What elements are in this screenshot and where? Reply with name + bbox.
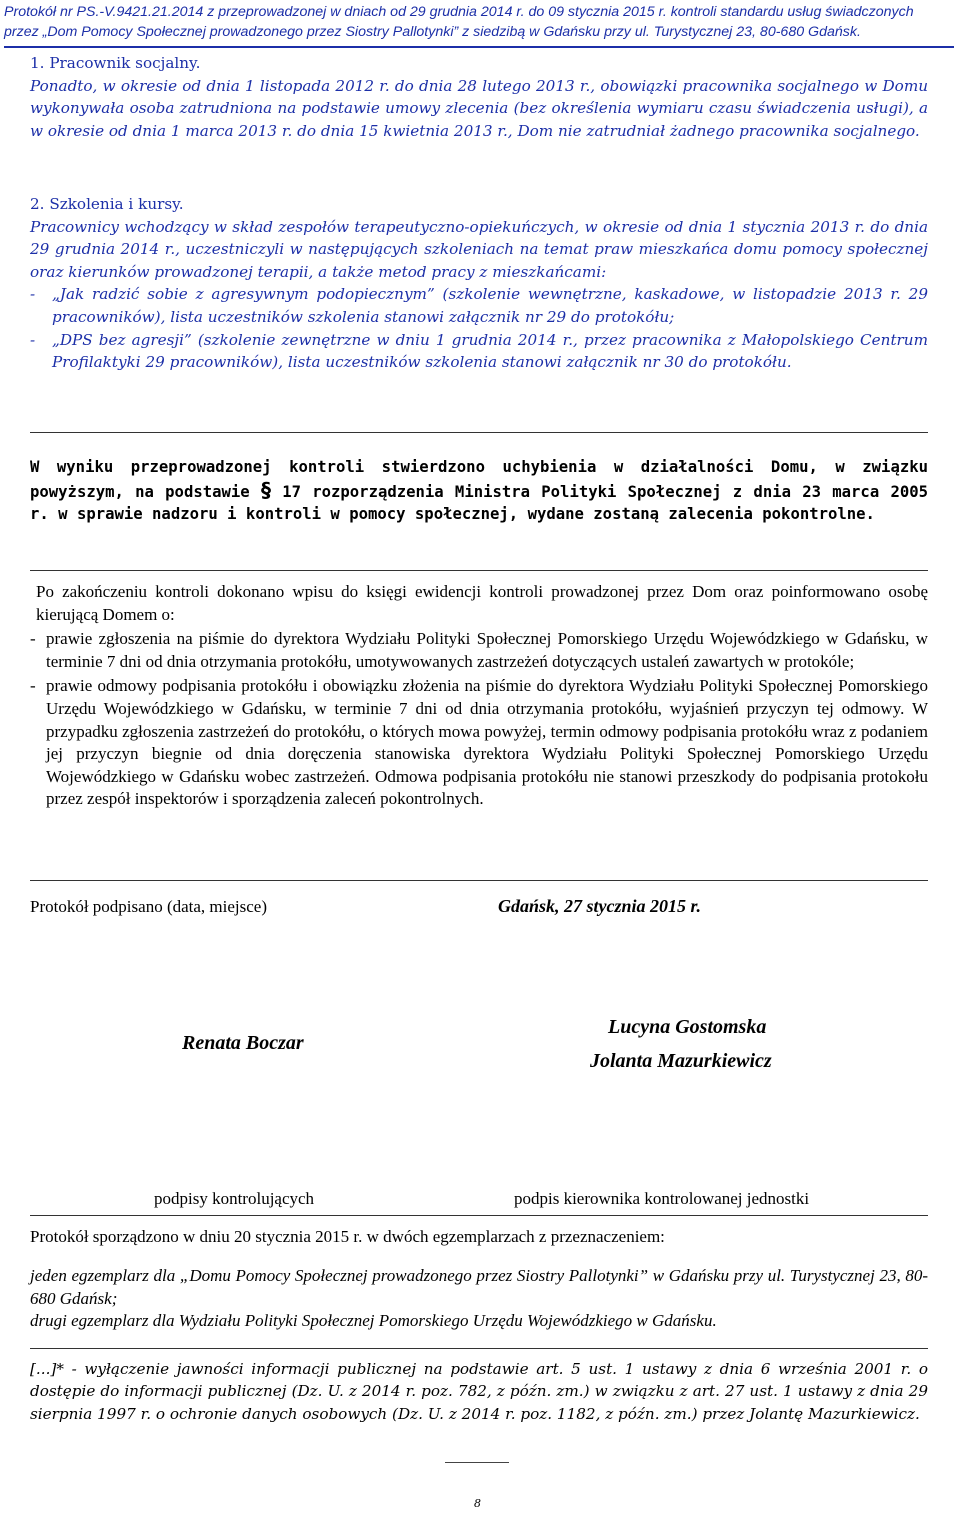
conclusion-part-2: 17 rozporządzenia Ministra Polityki Społecznej z dnia 23 marca 2005 r. w sprawie nadzoru i kontroli w pomocy społecznej, wydane zostaną zalecenia pokontrolne. (30, 482, 929, 524)
signing-label: Protokół podpisano (data, miejsce) (30, 897, 268, 916)
copy-2: drugi egzemplarz dla Wydziału Polityki Społecznej Pomorskiego Urzędu Wojewódzkiego w Gdańsku. (30, 1311, 717, 1331)
conclusion-part-1: W wyniku przeprowadzonej kontroli stwierdzono uchybienia w działalności Domu, w związku powyższym, na podstawie (30, 458, 928, 501)
training-item-2 (30, 329, 928, 374)
section-training (30, 193, 928, 374)
divider (30, 880, 928, 881)
training-item-1 (30, 283, 928, 328)
section-2-title: 2. Szkolenia i kursy. (30, 195, 184, 213)
post-inspection-info (30, 581, 928, 811)
page-header (4, 2, 954, 48)
section-1-title: 1. Pracownik socjalny. (30, 54, 201, 72)
divider (30, 570, 928, 571)
bullet-dash: - (30, 330, 36, 349)
section-1-body: Ponadto, w okresie od dnia 1 listopada 2012 r. do dnia 28 lutego 2013 r., obowiązki pracownika socjalnego w Domu wykonywała osoba zatrudniona na podstawie umowy zlecenia (bez określenia wymiaru czasu świadczenia usługi), a w okresie od dnia 1 marca 2013 r. do dnia 15 kwietnia 2013 r., Dom nie zatrudniał żadnego pracownika socjalnego. (30, 76, 928, 140)
signature-director-2: Jolanta Mazurkiewicz (590, 1050, 772, 1072)
copies-list (30, 1265, 928, 1333)
director-caption: podpis kierownika kontrolowanej jednostki (514, 1189, 810, 1208)
signature-director-1: Lucyna Gostomska (608, 1016, 767, 1038)
bullet-dash: - (30, 676, 36, 696)
info-item-1-text: prawie zgłoszenia na piśmie do dyrektora Wydziału Polityki Społecznej Pomorskiego Urzędu Wojewódzkiego w Gdańsku, w terminie 7 dni od dnia otrzymania protokółu, umotywowanych zastrzeżeń dotyczących ustaleń zawartych w protokóle; (46, 629, 928, 671)
training-item-2-text: „DPS bez agresji” (szkolenie zewnętrzne w dniu 1 grudnia 2014 r., przez pracownika z Małopolskiego Centrum Profilaktyki 29 pracowników), lista uczestników szkolenia stanowi załącznik nr 30 do protokółu. (52, 330, 928, 372)
section-sign: § (260, 477, 271, 502)
section-2-body: Pracownicy wchodzący w skład zespołów terapeutyczno-opiekuńczych, w okresie od dnia 1 stycznia 2013 r. do dnia 29 grudnia 2014 r., uczestniczyli w następujących szkoleniach na temat praw mieszkańca domu pomocy społecznej oraz kierunków prowadzonej terapii, a także metod pracy z mieszkańcami: (30, 217, 928, 281)
bullet-dash: - (30, 285, 36, 304)
footnote: [...]* - wyłączenie jawności informacji publicznej na podstawie art. 5 ust. 1 ustawy z dnia 6 września 2001 r. o dostępie do informacji publicznej (Dz. U. z 2014 r. poz. 782, z późn. zm.) w związku z art. 27 ust. 1 ustawy z dnia 29 sierpnia 1997 r. o ochronie danych osobowych (Dz. U. z 2014 r. poz. 1182, z późn. zm.) przez Jolantę Mazurkiewicz. (30, 1360, 928, 1423)
signature-inspector: Renata Boczar (182, 1032, 304, 1054)
page-number: 8 (474, 1497, 481, 1510)
section-social-worker (30, 52, 928, 142)
signing-place-date: Gdańsk, 27 stycznia 2015 r. (498, 896, 702, 916)
info-item-2 (30, 675, 928, 811)
info-item-2-text: prawie odmowy podpisania protokółu i obowiązku złożenia na piśmie do dyrektora Wydziału Polityki Społecznej Pomorskiego Urzędu Wojewódzkiego w Gdańsku, w terminie 7 dni od dnia otrzymania protokółu, wyjaśnień przyczyn tej odmowy. W przypadku zgłoszenia zastrzeżeń do protokółu, o których mowa powyżej, termin odmowy podpisania protokółu wraz z podaniem jej przyczyn biegnie od dnia doręczenia stanowiska dyrektora Wydziału Polityki Społecznej Pomorskiego Urzędu Wojewódzkiego w Gdańsku wobec zastrzeżeń. Odmowa podpisania protokółu nie stanowi przeszkody do podpisania protokołu przez zespół inspektorów i sporządzenia zaleceń pokontrolnych. (46, 676, 928, 809)
copies-intro: Protokół sporządzono w dniu 20 stycznia 2015 r. w dwóch egzemplarzach z przeznaczeniem: (30, 1227, 665, 1246)
info-intro: Po zakończeniu kontroli dokonano wpisu do księgi ewidencji kontroli prowadzonej przez Dom oraz poinformowano osobę kierującą Domem o: (36, 582, 928, 624)
bullet-dash: - (30, 629, 36, 649)
page-number-rule (445, 1462, 509, 1463)
divider (30, 432, 928, 433)
header-line-2: przez „Dom Pomocy Społecznej prowadzonego przez Siostry Pallotynki” z siedzibą w Gdańsku przy ul. Turystycznej 23, 80-680 Gdańsk. (4, 24, 861, 40)
training-item-1-text: „Jak radzić sobie z agresywnym podopiecznym” (szkolenie wewnętrzne, kaskadowe, w listopadzie 2013 r. 29 pracowników), lista uczestników szkolenia stanowi załącznik nr 29 do protokółu; (52, 285, 928, 326)
inspectors-caption: podpisy kontrolujących (154, 1189, 315, 1208)
header-line-1: Protokół nr PS.-V.9421.21.2014 z przeprowadzonej w dniach od 29 grudnia 2014 r. do 09 stycznia 2015 r. kontroli standardu usług świadczonych (4, 4, 914, 20)
conclusion (30, 456, 928, 526)
divider (30, 1215, 928, 1216)
info-item-1 (30, 628, 928, 673)
copy-1: jeden egzemplarz dla „Domu Pomocy Społecznej prowadzonego przez Siostry Pallotynki” w Gdańsku przy ul. Turystycznej 23, 80-680 Gdańsk; (30, 1266, 928, 1308)
divider (30, 1348, 928, 1349)
